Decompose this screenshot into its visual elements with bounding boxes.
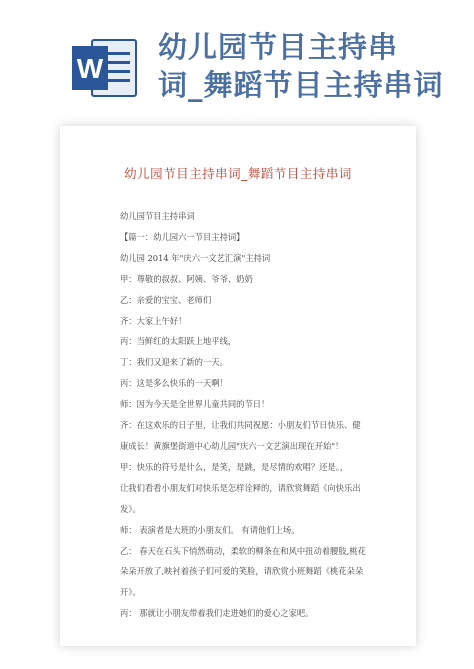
page-title-line2: 词_舞蹈节目主持串词 xyxy=(158,68,444,102)
document-line: 甲：尊敬的叔叔、阿姨、爷爷、奶奶 xyxy=(120,273,253,284)
document-title: 幼儿园节目主持串词_舞蹈节目主持串词 xyxy=(124,166,352,181)
page-title xyxy=(158,28,458,104)
document-page xyxy=(60,126,416,646)
document-line: 开》。 xyxy=(120,587,141,598)
document-line: 乙：亲爱的宝宝、老师们 xyxy=(120,294,212,305)
document-line: 丙： 那就让小朋友带着我们走进她们的爱心之家吧。 xyxy=(120,608,314,619)
document-line: 师：因为今天是全世界儿童共同的节日！ xyxy=(120,399,270,410)
document-line: 齐：在这欢乐的日子里，让我们共同祝愿：小朋友们节日快乐、健 xyxy=(120,420,361,431)
document-line: 甲：快乐的符号是什么，是笑，是跳，是尽情的欢唱？还是。， xyxy=(120,461,349,472)
word-document-icon xyxy=(70,36,140,100)
document-line: 乙： 春天在石头下悄然萌动，柔软的柳条在和风中扭动着腰肢,桃花 xyxy=(120,545,366,556)
document-body xyxy=(120,206,402,624)
document-line: 让我们看看小朋友们对快乐是怎样诠释的，请欣赏舞蹈《向快乐出 xyxy=(120,482,361,493)
document-line: 幼儿园 2014 年"庆六一文艺汇演"主持词 xyxy=(120,252,271,263)
document-line: 齐：大家上午好！ xyxy=(120,315,187,326)
document-line: 发》。 xyxy=(120,503,141,514)
header-banner xyxy=(0,0,474,118)
page-title-line1: 幼儿园节目主持串 xyxy=(158,30,399,64)
document-line: 丙：这是多么快乐的一天啊！ xyxy=(120,378,228,389)
document-line: 师： 表演者是大班的小朋友们。 有请他们上场。 xyxy=(120,524,300,535)
document-line: 丙：当鲜红的太阳跃上地平线， xyxy=(120,336,237,347)
document-line: 康成长！黄旗堡街道中心幼儿园"庆六一文艺演出现在开始"！ xyxy=(120,440,344,451)
svg-text:W: W xyxy=(76,53,104,84)
document-line: 幼儿园节目主持串词 xyxy=(120,211,195,221)
document-line: 丁：我们又迎来了新的一天。 xyxy=(120,357,228,368)
document-line: 朵朵开放了,映衬着孩子们可爱的笑脸，请欣赏小班舞蹈《桃花朵朵 xyxy=(120,566,364,577)
document-line: 【篇一：幼儿园六一节目主持词】 xyxy=(120,231,245,242)
